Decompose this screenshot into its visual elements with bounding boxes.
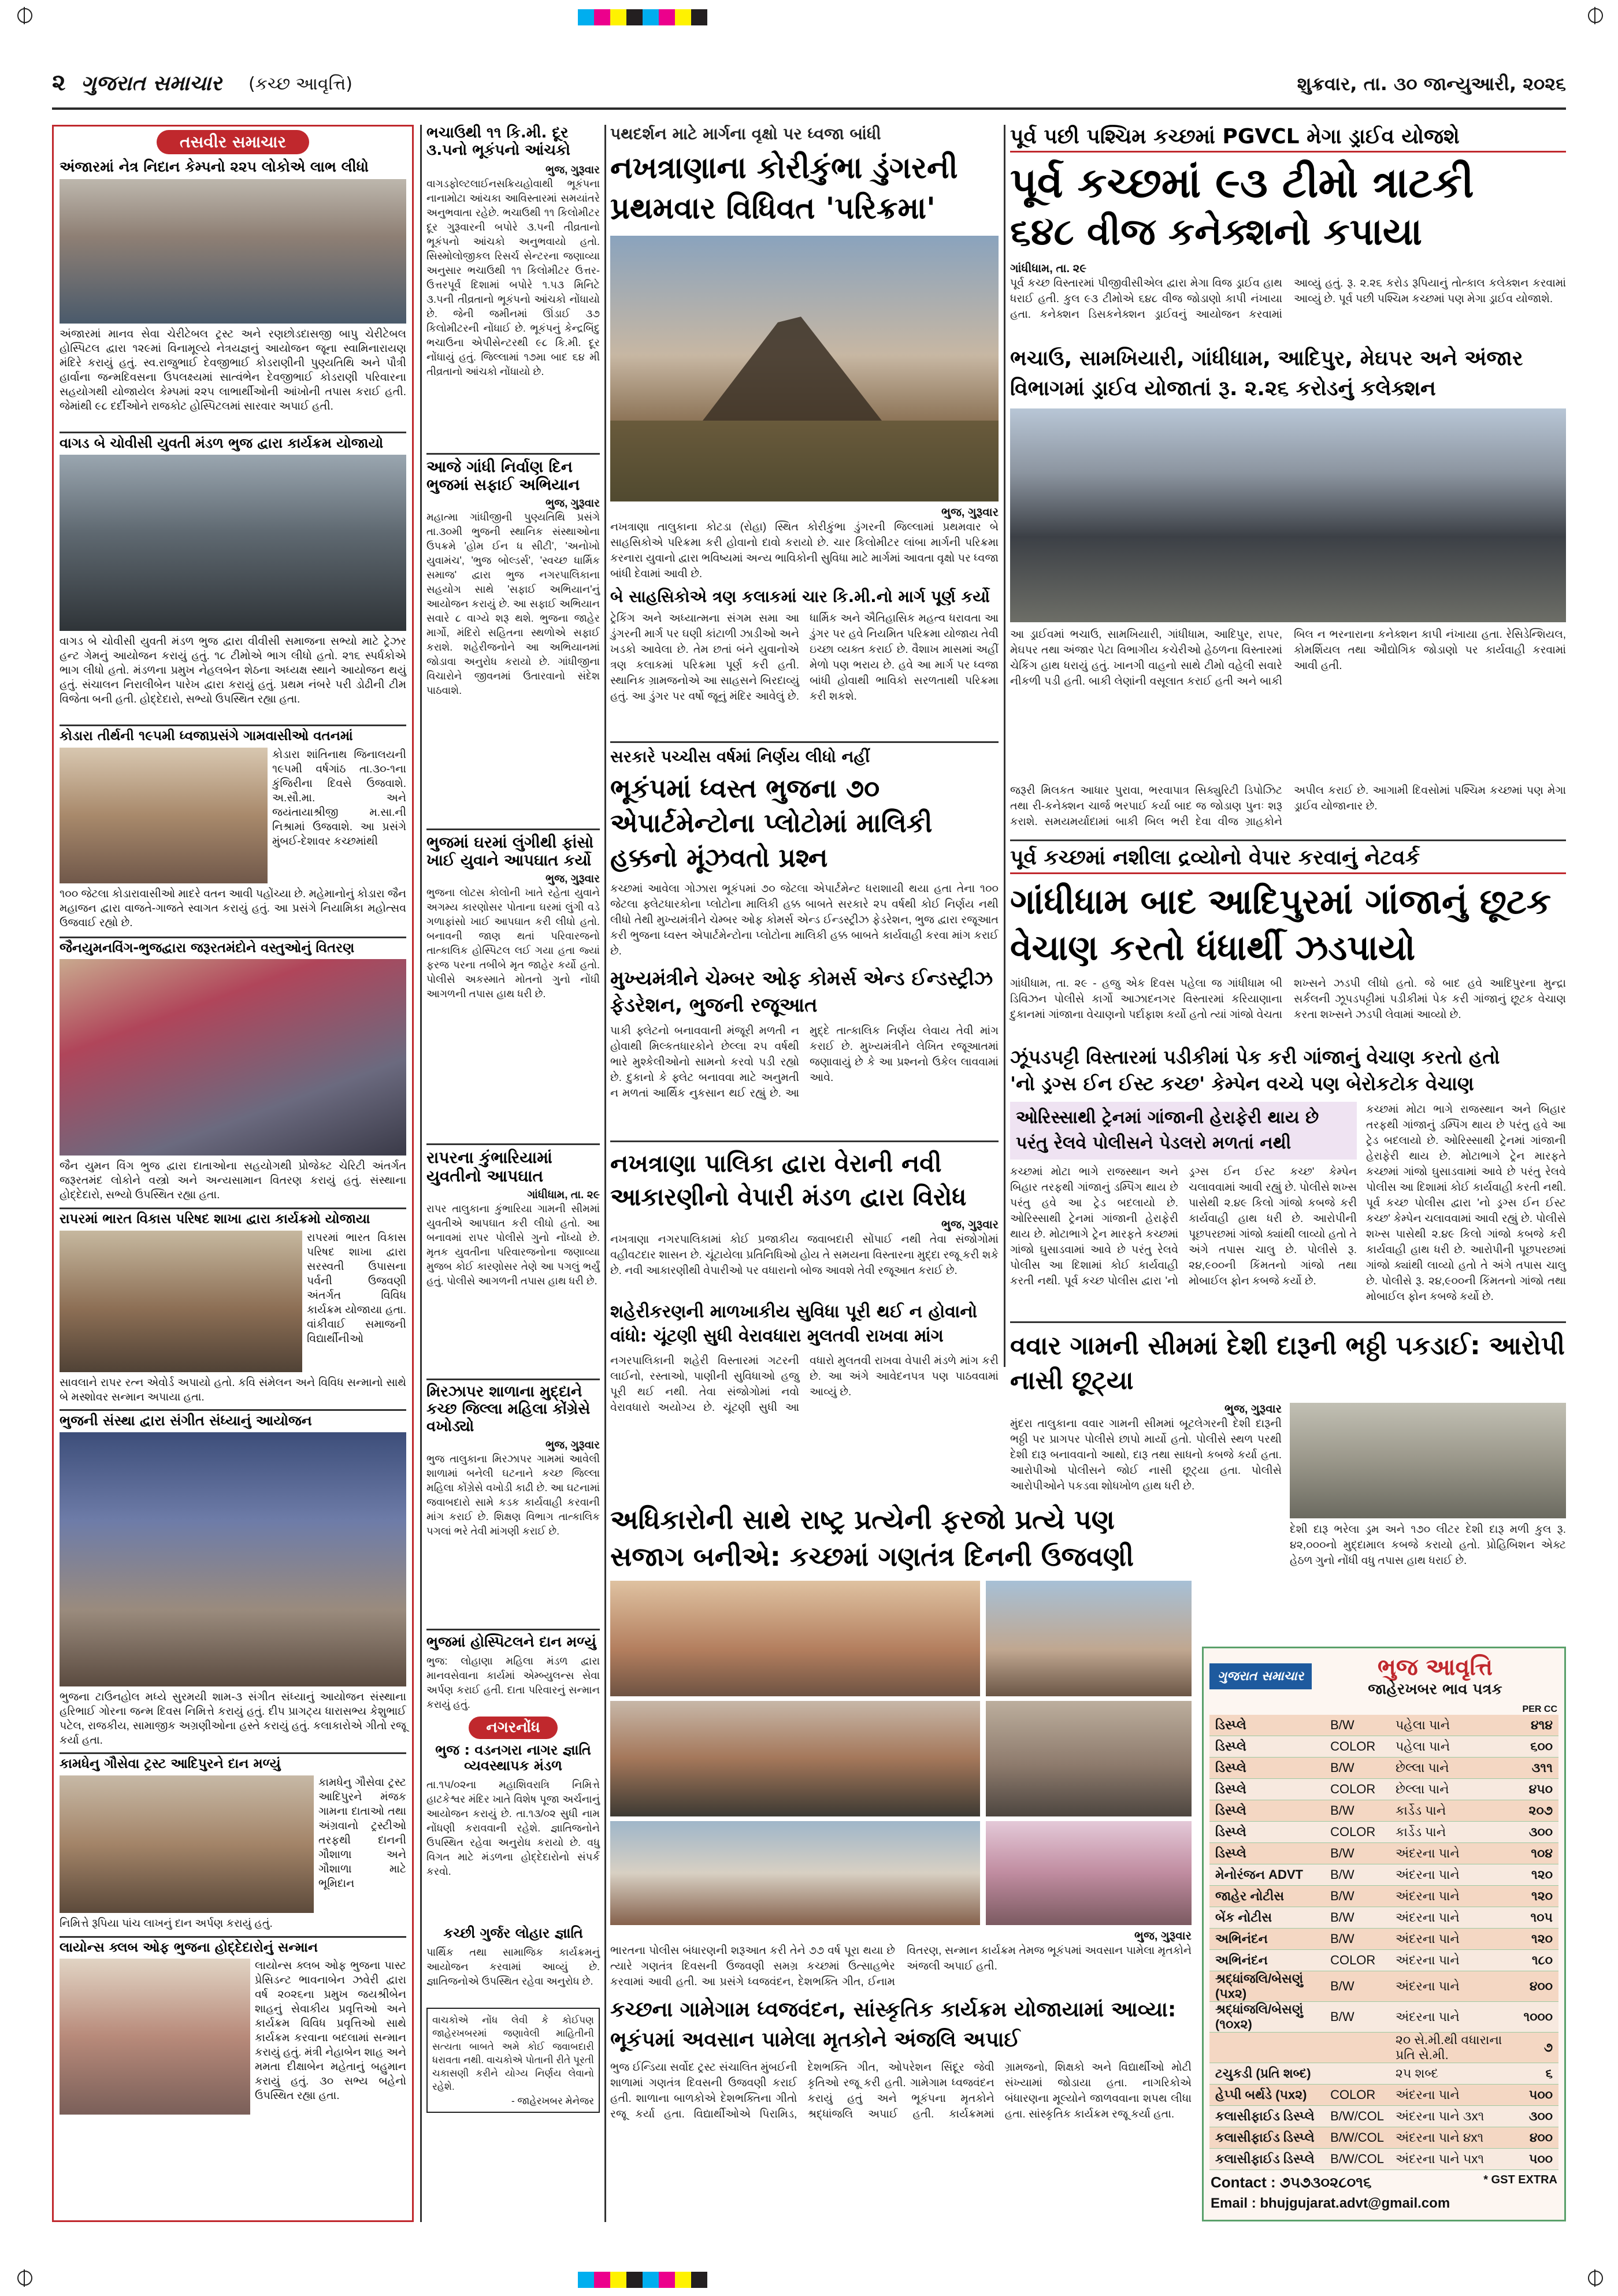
notice-text: તા.૧૫/૦૨ના મહાશિવરાત્રિ નિમિત્તે હાટકેશ્વર મંદિર ખાતે વિશેષ પૂજા અર્ચનાનું આયોજન કરાયું છે. તા.૧૩/૦૨ સુધી નામ નોંધણી કરાવવાની રહેશે. જ્ઞાતિજનોને ઉપસ્થિત રહેવા અનુરોધ કરાયો છે. વધુ વિગત માટે મંડળના હોદ્દેદારોનો સંપર્ક કરવો. bbox=[426, 1778, 600, 1877]
disclaimer-box bbox=[426, 2008, 600, 2113]
story-heading: કામધેનુ ગૌસેવા ટ્રસ્ટ આદિપુરને દાન મળ્યું bbox=[60, 1756, 281, 1772]
story-text: ટ્રેકિંગ અને અધ્યાત્મના સંગમ સમા આ ડુંગરની માર્ગ પર ઘણી કાંટાળી ઝાડીઓ અને ખડકો આવેલા છે. તેમ છતાં બંને યુવાનોએ ત્રણ કલાકમાં પરિક્રમા પૂર્ણ કરી હતી. સ્થાનિક ગ્રામજનોએ આ સાહસને બિરદાવ્યું હતું. આ ડુંગર પર વર્ષો જૂનું મંદિર આવેલું છે. ધાર્મિક અને ઐતિહાસિક મહત્વ ધરાવતા આ ડુંગર પર હવે નિયમિત પરિક્રમા યોજાય તેવી ઇચ્છા વ્યક્ત કરાઈ છે. વૈશાખ માસમાં અહીં મેળો પણ ભરાય છે. હવે આ માર્ગ પર ધ્વજા બાંધી હોવાથી ભાવિકો સરળતાથી પરિક્રમા કરી શકશે. bbox=[610, 612, 999, 703]
story-headline: વવાર ગામની સીમમાં દેશી દારૂની ભઠ્ઠી પકડાઈ: આરોપી નાસી છૂટ્યા bbox=[1010, 1331, 1565, 1395]
story-text: ભુજના લોટસ કોલોની ખાતે રહેતા યુવાને અગમ્ય કારણોસર પોતાના ઘરમાં લુંગી વડે ગળાફાંસો ખાઈ આપઘાત કરી લીધો હતો. બનાવની જાણ થતાં પરિવારજનો તાત્કાલિક હોસ્પિટલ લઈ ગયા હતા જ્યાં ફરજ પરના તબીબે મૃત જાહેર કર્યો હતો. પોલીસે અકસ્માતે મોતનો ગુનો નોંધી આગળની તપાસ હાથ ધરી છે. bbox=[426, 886, 600, 1000]
story-text: જરૂરી મિલકત આધાર પુરાવા, ભરવાપાત્ર સિક્યુરિટી ડિપોઝિટ તથા રી-કનેક્શન ચાર્જ ભરપાઈ કર્યા બાદ જ જોડાણ પુનઃ શરૂ કરાશે. સમયમર્યાદામાં બાકી બિલ ભરી દેવા વીજ ગ્રાહકોને અપીલ કરાઈ છે. આગામી દિવસોમાં પશ્ચિમ કચ્છમાં પણ મેગા ડ્રાઈવ યોજાનાર છે. bbox=[1010, 785, 1566, 829]
rate-page: અંદરના પાને bbox=[1390, 2002, 1518, 2033]
rate-page: પહેલા પાને bbox=[1390, 1736, 1518, 1758]
story-heading: કોડારા તીર્થની ૧૯૫મી ધ્વજાપ્રસંગે ગામવાસીઓ વતનમાં bbox=[60, 729, 353, 744]
rate-category: ડિસ્પ્લે bbox=[1209, 1758, 1324, 1779]
rate-row bbox=[1209, 2149, 1558, 2170]
contact-email[interactable]: bhujgujarat.advt@gmail.com bbox=[1260, 2195, 1450, 2211]
story-text: નખત્રાણા નગરપાલિકામાં કોઈ પ્રજાકીય જવાબદારી સોંપાઈ નથી તેવા સંજોગોમાં વહીવટદાર શાસન છે. ચૂંટાયેલા પ્રતિનિધિઓ હોય તે સમયના વિસ્તારના મુદ્દા રજૂ કરી શકે છે. નવી આકારણીથી વેપારીઓ પર વધારાનો બોજ આવશે તેવી રજૂઆત કરાઈ છે. bbox=[610, 1233, 999, 1277]
rate-page: પહેલા પાને bbox=[1390, 1715, 1518, 1736]
rate-row bbox=[1209, 1843, 1558, 1864]
story-text: મુંદરા તાલુકાના વવાર ગામની સીમમાં બૂટલેગરની દેશી દારૂની ભઠ્ઠી પર પ્રાગપર પોલીસે છાપો માર્યો હતો. પોલીસે સ્થળ પરથી દેશી દારૂ બનાવવાનો આથો, દારૂ તથા સાધનો કબજે કર્યા હતા. આરોપીઓ પોલીસને જોઈ નાસી છૂટ્યા હતા. પોલીસે આરોપીઓને પકડવા શોધખોળ હાથ ધરી છે. bbox=[1010, 1417, 1282, 1492]
story-kicker: પથદર્શન માટે માર્ગના વૃક્ષો પર ધ્વજા બાંધી bbox=[610, 124, 881, 143]
rate-color: COLOR bbox=[1324, 1950, 1390, 1971]
divider bbox=[426, 829, 600, 830]
story-subhead: કચ્છના ગામેગામ ધ્વજવંદન, સાંસ્કૃતિક કાર્યક્રમ યોજાયામાં આવ્યા: ભૂકંપમાં અવસાન પામેલા મૃતકોને અંજલિ અપાઈ bbox=[610, 1998, 1177, 2052]
story-text: વાગડ બે ચોવીસી યુવતી મંડળ ભુજ દ્વારા વીવીસી સમાજના સભ્યો માટે ટ્રેઝર હન્ટ ગેમનું આયોજન કરાયું હતું. ૧૮ ટીમોએ ભાગ લીધો હતો. ૨૧૬ સ્પર્ધકોએ ભાગ લીધો હતો. મંડળના પ્રમુખ નેહલબેન શેઠના અધ્યક્ષ સ્થાને આયોજન થયું હતું. સંચાલન નિરાલીબેન પારેખ દ્વારા કરાયું હતું. પ્રથમ નંબરે પરી ડોઢીની ટીમ વિજેતા બની હતી. હોદ્દેદારો, સભ્યો ઉપસ્થિત રહ્યા હતા. bbox=[60, 636, 406, 706]
story-photo bbox=[60, 748, 268, 883]
story-text: સાવલાને રાપર રત્ન એવોર્ડ અપાયો હતો. કવિ સંમેલન અને વિવિધ સન્માનો સાથે બે મસ્શોવર સન્માન અપાયા હતા. bbox=[60, 1376, 406, 1403]
dateline: ભુજ, ગુરૂવાર bbox=[941, 506, 999, 519]
rate-price: ૪૦૦ bbox=[1517, 2127, 1558, 2149]
rate-color: B/W bbox=[1324, 1715, 1390, 1736]
divider bbox=[1010, 1321, 1566, 1323]
gst-note: * GST EXTRA bbox=[1483, 2174, 1557, 2186]
rate-price: ૧૨૦ bbox=[1517, 1864, 1558, 1886]
rate-price: ૧૦૪ bbox=[1517, 1843, 1558, 1864]
story-heading: આજે ગાંધી નિર્વાણ દિન ભુજમાં સફાઈ અભિયાન bbox=[426, 458, 580, 494]
rate-page: અંદરના પાને bbox=[1390, 2085, 1518, 2106]
issue-date: શુક્રવાર, તા. ૩૦ જાન્યુઆરી, ૨૦૨૬ bbox=[1297, 73, 1566, 95]
rate-price: ૧૮૦ bbox=[1517, 1950, 1558, 1971]
registration-mark bbox=[1588, 8, 1603, 23]
story-headline: ગાંધીધામ બાદ આદિપુરમાં ગાંજાનું છૂટક વેચાણ કરતો ધંધાર્થી ઝડપાયો bbox=[1010, 881, 1552, 968]
photo-news-column bbox=[52, 125, 414, 2222]
divider bbox=[610, 1140, 999, 1142]
rate-page: ૨૫ શબ્દ bbox=[1390, 2063, 1518, 2085]
rate-color bbox=[1324, 2033, 1390, 2063]
rate-page: છેલ્લા પાને bbox=[1390, 1779, 1518, 1800]
story-text: નિમિત્તે રૂપિયા પાંચ લાખનું દાન અર્પણ કરાયું હતું. bbox=[60, 1917, 273, 1930]
rate-card-subtitle: જાહેરખબર ભાવ પત્રક bbox=[1368, 1681, 1502, 1698]
story-text-side: કચ્છમાં મોટા ભાગે રાજસ્થાન અને બિહાર તરફથી ગાંજાનું ડમ્પિંગ થાય છે પરંતુ હવે આ ટ્રેડ બદલાયો છે. ઓરિસ્સાથી ટ્રેનમાં ગાંજાની હેરાફેરી થાય છે. મોટાભાગે ટ્રેન મારફતે કચ્છમાં ગાંજો ઘુસાડવામાં આવે છે પરંતુ રેલવે પોલીસ આ દિશામાં કોઈ કાર્યવાહી કરતી નથી. પૂર્વ કચ્છ પોલીસ દ્વારા 'નો ડ્રગ્સ ઈન ઈસ્ટ કચ્છ' કેમ્પેન ચલાવવામાં આવી રહ્યું છે. પોલીસે શખ્સ પાસેથી ૨.૪૯ કિલો ગાંજો કબજે કરી કાર્યવાહી હાથ ધરી છે. આરોપીની પૂછપરછમાં ગાંજો ક્યાંથી લાવ્યો હતો તે અંગે તપાસ ચાલુ છે. પોલીસે રૂ. ૨૪,૯૦૦ની કિંમતનો ગાંજો તથા મોબાઈલ ફોન કબજે કર્યો છે. bbox=[1366, 1103, 1566, 1303]
rate-color: B/W bbox=[1324, 1800, 1390, 1822]
story-heading: ભુજની સંસ્થા દ્વારા સંગીત સંધ્યાનું આયોજન bbox=[60, 1412, 312, 1429]
rate-category: શ્રદ્ધાંજલિ/બેસણું (૧૦x૨) bbox=[1209, 2002, 1324, 2033]
story-text: ભુજ તાલુકાના મિરઝાપર ગામમાં આવેલી શાળામાં બનેલી ઘટનાને કચ્છ જિલ્લા મહિલા કોંગ્રેસે વખોડી કાઢી છે. આ ઘટનામાં જવાબદારો સામે કડક કાર્યવાહી કરવાની માંગ કરાઈ છે. શિક્ષણ વિભાગ તાત્કાલિક પગલાં ભરે તેવી માંગણી કરાઈ છે. bbox=[426, 1453, 600, 1537]
rate-page: છેલ્લા પાને bbox=[1390, 1758, 1518, 1779]
edition-label: (કચ્છ આવૃત્તિ) bbox=[248, 74, 352, 94]
hill-illustration bbox=[610, 236, 999, 501]
story-subhead: બે સાહસિકોએ ત્રણ કલાકમાં ચાર કિ.મી.નો માર્ગ પૂર્ણ કર્યો bbox=[610, 587, 990, 607]
color-bar bbox=[578, 9, 707, 25]
rate-card-edition: ભુજ આવૃત્તિ bbox=[1377, 1654, 1493, 1681]
rate-row bbox=[1209, 1736, 1558, 1758]
dateline: ગાંધીધામ, તા. ૨૯ bbox=[1010, 262, 1087, 276]
story-photo bbox=[610, 1821, 980, 1925]
rate-price: ૬૦૦ bbox=[1517, 1736, 1558, 1758]
ad-rate-card bbox=[1202, 1647, 1566, 2221]
disclaimer-text: વાચકોએ નોંધ લેવી કે કોઈપણ જાહેરખબરમાં જણાવેલી માહિતીની સત્યતા બાબતે અમે કોઈ જવાબદારી ધરાવતા નથી. વાચકોએ પોતાની રીતે પૂરતી ચકાસણી કરીને યોગ્ય નિર્ણય લેવાનો રહેશે. bbox=[432, 2014, 594, 2092]
story-heading: મિરઝાપર શાળાના મુદ્દાને કચ્છ જિલ્લા મહિલા કોંગ્રેસે વખોડ્યો bbox=[426, 1383, 591, 1436]
masthead bbox=[52, 69, 1566, 104]
rate-page: અંદરના પાને bbox=[1390, 1843, 1518, 1864]
rate-row bbox=[1209, 1822, 1558, 1843]
story-text: જૈન યુમન વિંગ ભુજ દ્વારા દાતાઓના સહયોગથી પ્રોજેક્ટ ચેરિટી અંતર્ગત જરૂરતમંદ લોકોને વસ્ત્રો અને અન્યસામાન વિતરણ કરાયું હતું. સંસ્થાના હોદ્દેદારો, સભ્યો ઉપસ્થિત રહ્યા હતા. bbox=[60, 1160, 406, 1202]
lead-headline: પૂર્વ કચ્છમાં ૯૩ ટીમો ત્રાટકી bbox=[1010, 158, 1474, 207]
divider bbox=[60, 725, 406, 726]
story-text: ૧૦૦ જેટલા કોડારાવાસીઓ માદરે વતન આવી પહોંચ્યા છે. મહેમાનોનું કોડારા જૈન મહાજન દ્વારા વાજતે-ગાજતે સ્વાગત કરાયું હતું. આ પ્રસંગે નિયામિકા મહોત્સવ ઉજવાઈ રહ્યો છે. bbox=[60, 887, 406, 929]
rate-price: ૩૦૦ bbox=[1517, 1822, 1558, 1843]
rate-price: ૩૧૧ bbox=[1517, 1758, 1558, 1779]
rate-category: ટચુકડી (પ્રતિ શબ્દ) bbox=[1209, 2063, 1324, 2085]
dateline: ભુજ, ગુરૂવાર bbox=[1224, 1402, 1282, 1416]
story-text: કચ્છમાં આવેલા ગોઝારા ભૂકંપમાં ૭૦ જેટલા એપાર્ટમેન્ટ ધરાશાયી થયા હતા તેના ૧૦૦ જેટલા ફ્લેટધારકોના પ્લોટોના માલિકી હક્ક બાબતે સરકારે ૨૫ વર્ષથી કોઈ નિર્ણય નથી લીધો તેથી મુખ્યમંત્રીને ચેમ્બર ઓફ કોમર્સ એન્ડ ઈન્ડસ્ટ્રીઝ ફેડરેશન, ભુજ દ્વારા રજૂઆત કરી ભુજના ધ્વસ્ત એપાર્ટમેન્ટોના પ્લોટોના માલિકી હક્ક બાબતે કાર્યવાહી કરવા માંગ કરાઈ છે. bbox=[610, 882, 999, 957]
column-rule bbox=[1004, 125, 1005, 1367]
rate-color: B/W bbox=[1324, 1864, 1390, 1886]
story-subhead: ઝૂંપડપટ્ટી વિસ્તારમાં પડીકીમાં પેક કરી ગાંજાનું વેચાણ કરતો હતો bbox=[1010, 1045, 1500, 1068]
rate-color: B/W bbox=[1324, 1929, 1390, 1950]
story-text: દેશી દારૂ ભરેલા ડ્રમ અને ૧૭૦ લીટર દેશી દારૂ મળી કુલ રૂ. ૪૨,૦૦૦નો મુદ્દામાલ કબજે કરાયો હતો. પ્રોહિબિશન એક્ટ હેઠળ ગુનો નોંધી વધુ તપાસ હાથ ધરાઈ છે. bbox=[1290, 1523, 1566, 1567]
contact-phone[interactable]: ૭૫૭૩૦૨૮૦૧૬ bbox=[1279, 2174, 1372, 2191]
rate-category: શ્રદ્ધાંજલિ/બેસણું (૫x૨) bbox=[1209, 1971, 1324, 2002]
story-photo bbox=[610, 1701, 980, 1816]
rate-page: અંદરના પાને ૩x૧ bbox=[1390, 2106, 1518, 2127]
story-text: ભુજ ઈન્ડિયા સર્વોદ ટ્રસ્ટ સંચાલિત મુંબઈની શાળામાં ગણતંત્ર દિવસની ઉજવણી કરાઈ હતી. શાળાના બાળકોએ દેશભક્તિના ગીતો રજૂ કર્યા હતા. વિદ્યાર્થીઓએ પિરામિડ, દેશભક્તિ ગીત, ઓપરેશન સિંદૂર જેવી કૃતિઓ રજૂ કરી હતી. ગામેગામ ધ્વજવંદન કરાયું હતું અને ભૂકંપના મૃતકોને શ્રદ્ધાંજલિ અપાઈ હતી. કાર્યક્રમમાં ગ્રામજનો, શિક્ષકો અને વિદ્યાર્થીઓ મોટી સંખ્યામાં જોડાયા હતા. નાગરિકોએ બંધારણના મૂલ્યોને જાળવવાના શપથ લીધા હતા. સાંસ્કૃતિક કાર્યક્રમ રજૂ કર્યા હતા. bbox=[610, 2061, 1192, 2120]
rate-row bbox=[1209, 2127, 1558, 2149]
rate-color: COLOR bbox=[1324, 1736, 1390, 1758]
dateline: ભુજ, ગુરૂવાર bbox=[545, 164, 600, 176]
story-text: કચ્છમાં મોટા ભાગે રાજસ્થાન અને બિહાર તરફથી ગાંજાનું ડમ્પિંગ થાય છે પરંતુ હવે આ ટ્રેડ બદલાયો છે. ઓરિસ્સાથી ટ્રેનમાં ગાંજાની હેરાફેરી થાય છે. મોટાભાગે ટ્રેન મારફતે કચ્છમાં ગાંજો ઘુસાડવામાં આવે છે પરંતુ રેલવે પોલીસ આ દિશામાં કોઈ કાર્યવાહી કરતી નથી. પૂર્વ કચ્છ પોલીસ દ્વારા 'નો ડ્રગ્સ ઈન ઈસ્ટ કચ્છ' કેમ્પેન ચલાવવામાં આવી રહ્યું છે. પોલીસે શખ્સ પાસેથી ૨.૪૯ કિલો ગાંજો કબજે કરી કાર્યવાહી હાથ ધરી છે. આરોપીની પૂછપરછમાં ગાંજો ક્યાંથી લાવ્યો હતો તે અંગે તપાસ ચાલુ છે. પોલીસે રૂ. ૨૪,૯૦૦ની કિંમતનો ગાંજો તથા મોબાઈલ ફોન કબજે કર્યો છે. bbox=[1010, 1165, 1357, 1287]
rate-page: ૨૦ સે.મી.થી વધારાના પ્રતિ સે.મી. bbox=[1390, 2033, 1518, 2063]
story-text: ભુજના ટાઉનહોલ મધ્યે સુરમયી શામ-૩ સંગીત સંધ્યાનું આયોજન સંસ્થાના હરિભાઈ ગોરના જન્મ દિવસ નિમિત્તે કરાયું હતું. દીપ પ્રાગટ્ય ધારાસભ્ય કેશુભાઈ પટેલ, રાજકીય, સામાજીક અગ્રણીઓના હસ્તે કરાયું હતું. કલાકારોએ ગીતો રજૂ કર્યા હતા. bbox=[60, 1691, 406, 1747]
story-heading: ભુજમાં હોસ્પિટલને દાન મળ્યું bbox=[426, 1633, 596, 1651]
rate-color: B/W bbox=[1324, 1886, 1390, 1907]
rate-category: અભિનંદન bbox=[1209, 1929, 1324, 1950]
rate-row bbox=[1209, 2033, 1558, 2063]
story-photo bbox=[1010, 408, 1566, 622]
story-photo bbox=[986, 1821, 1192, 1925]
divider bbox=[60, 1752, 406, 1754]
rate-row bbox=[1209, 1758, 1558, 1779]
story-heading: જૈનયુમનવિંગ-ભુજદ્વારા જરૂરતમંદોને વસ્તુઓનું વિતરણ bbox=[60, 940, 355, 956]
republic-day-block bbox=[610, 1501, 1192, 2222]
story-headline: નખત્રાણા પાલિકા દ્વારા વેરાની નવી આકારણીનો વેપારી મંડળ દ્વારા વિરોધ bbox=[610, 1149, 967, 1211]
rate-category: ડિસ્પ્લે bbox=[1209, 1800, 1324, 1822]
story-photo bbox=[610, 236, 999, 501]
rate-color: B/W/COL bbox=[1324, 2106, 1390, 2127]
nagar-nondh-title: નગરનોંધ bbox=[469, 1717, 557, 1739]
story-text: અંજારમાં માનવ સેવા ચેરીટેબલ ટ્રસ્ટ અને રણછોડદાસજી બાપુ ચેરીટેબલ હોસ્પિટલ દ્વારા ૧૨૯માં વિનામૂલ્યે નેત્રયજ્ઞનું આયોજન જૂના સ્વામિનારાયણ મંદિરે કરાયું હતું. સ્વ.રાજુભાઈ દેવજીભાઈ કોડરાણીની પુણ્યતિથિ અને પૌત્રી હાર્વાના જન્મદિવસના ઉપલક્ષ્યમાં સાત્વંભેન દેવજીભાઈ કોડરાણી પરિવારના સહયોગથી યોજાયેલ કેમ્પમાં ૨૨૫ લાભાર્થીઓની આંખોની તપાસ કરાઈ હતી. જેમાંથી ૯૮ દર્દીઓને રાજકોટ હોસ્પિટલમાં સારવાર અપાઈ હતી. bbox=[60, 328, 406, 413]
rate-card-unit: PER CC bbox=[1522, 1704, 1557, 1714]
story-text: રાપરમાં ભારત વિકાસ પરિષદ શાખા દ્વારા સરસ્વતી ઉપાસના પર્વની ઉજવણી અંતર્ગત વિવિધ કાર્યક્રમ યોજાયા હતા. વાંકીવાઈ સમાજની વિદ્યાર્થીનીઓ bbox=[307, 1231, 406, 1345]
rate-price: ૭ bbox=[1517, 2033, 1558, 2063]
rate-price: ૫૦૦ bbox=[1517, 2149, 1558, 2170]
story-heading: વાગડ બે ચોવીસી યુવતી મંડળ ભુજ દ્વારા કાર્યક્રમ યોજાયો bbox=[60, 434, 384, 451]
rate-category: જાહેર નોટીસ bbox=[1209, 1886, 1324, 1907]
rate-category: કલાસીફાઈડ ડિસ્પ્લે bbox=[1209, 2127, 1324, 2149]
rate-page: અંદરના પાને bbox=[1390, 1950, 1518, 1971]
divider bbox=[426, 1629, 600, 1630]
rate-page: કાર્ડેડ પાને bbox=[1390, 1800, 1518, 1822]
rate-category: બેંક નોટીસ bbox=[1209, 1907, 1324, 1929]
rate-price: ૪૧૪ bbox=[1517, 1715, 1558, 1736]
story-photo bbox=[60, 179, 406, 324]
story-subhead: 'નો ડ્રગ્સ ઈન ઈસ્ટ કચ્છ' કેમ્પેન વચ્ચે પણ બેરોકટોક વેચાણ bbox=[1010, 1072, 1474, 1095]
story-heading: ભચાઉથી ૧૧ કિ.મી. દૂર ૩.૫નો ભૂકંપનો આંચકો bbox=[426, 124, 570, 159]
rate-row bbox=[1209, 2002, 1558, 2033]
rate-color: B/W/COL bbox=[1324, 2127, 1390, 2149]
story-text: ગાંધીધામ, તા. ૨૯ - હજુ એક દિવસ પહેલા જ ગાંધીધામ બી ડિવિઝન પોલીસે કાર્ગો આઝાદનગર વિસ્તારમાં કરિયાણાના દુકાનમાં ગાંજાના વેચાણનો પર્દાફાશ કર્યો હતો ત્યાં ગાંજો વેચતા શખ્સને ઝડપી લીધો હતો. જે બાદ હવે આદિપુરના મુન્દ્રા સર્કલની ઝૂપડપટ્ટીમાં પડીકીમાં પેક કરી ગાંજાનું છૂટક વેચાણ કરતા શખ્સને ઝડપી લેવામાં આવ્યો છે. bbox=[1010, 977, 1566, 1021]
rate-row bbox=[1209, 2085, 1558, 2106]
story-kicker: પૂર્વ પછી પશ્ચિમ કચ્છમાં PGVCL મેગા ડ્રાઈવ યોજશે bbox=[1010, 125, 1566, 153]
story-text: પૂર્વ કચ્છ વિસ્તારમાં પીજીવીસીએલ દ્વારા મેગા વિજ ડ્રાઈવ હાથ ધરાઈ હતી. કુલ ૯૩ ટીમોએ ૬૪૮ વીજ જોડાણો કાપી નંખાયા હતા. કનેક્શન ડિસકનેક્શન ડ્રાઈવનું આયોજન કરવામાં આવ્યું હતું. રૂ. ૨.૨૬ કરોડ રૂપિયાનું તોત્કાલ કલેક્શન કરવામાં આવ્યું છે. પૂર્વ પછી પશ્ચિમ કચ્છમાં પણ મેગા ડ્રાઈવ યોજાશે. bbox=[1010, 277, 1566, 321]
lead-headline: નખત્રાણાના કોરીકુંભા ડુંગરની પ્રથમવાર વિધિવત 'પરિક્રમા' bbox=[610, 151, 958, 226]
story-photo bbox=[610, 1581, 980, 1696]
rate-category bbox=[1209, 2033, 1324, 2063]
rate-color: COLOR bbox=[1324, 2085, 1390, 2106]
story-text: લાયોન્સ ક્લબ ઓફ ભુજના પાસ્ટ પ્રેસિડન્ટ ભાવનાબેન ઝવેરી દ્વારા વર્ષ ૨૦૨૬ના પ્રમુખ જયશ્રીબેન શાહનું સેવાકીય પ્રવૃત્તિઓ અને કાર્યક્રમ વિવિધ પ્રવૃત્તિઓ સાથે કાર્યક્રમ કરવાના બદલામાં સન્માન કરાયું હતું. મંત્રી નેહાબેન શાહ અને મમતા દીક્ષાબેન મહેતાનું બહુમાન કરાયું હતું. ૩૦ સભ્ય બહેનો ઉપસ્થિત રહ્યા હતા. bbox=[255, 1960, 406, 2102]
rate-price: ૨૦૭ bbox=[1517, 1800, 1558, 1822]
ground-shape bbox=[610, 421, 999, 501]
rate-page: કાર્ડેડ પાને bbox=[1390, 1822, 1518, 1843]
dateline: ભુજ, ગુરૂવાર bbox=[545, 1439, 600, 1452]
notice-heading: ભુજ : વડનગરા નાગર જ્ઞાતિ વ્યવસ્થાપક મંડળ bbox=[435, 1741, 591, 1774]
divider bbox=[426, 1379, 600, 1380]
rate-color: B/W bbox=[1324, 1971, 1390, 2002]
rate-card-brand: ગુજરાત સમાચાર bbox=[1209, 1663, 1312, 1689]
rate-table bbox=[1209, 1715, 1558, 2170]
column-rule bbox=[420, 125, 422, 2222]
rate-category: ડિસ્પ્લે bbox=[1209, 1779, 1324, 1800]
rate-color: B/W bbox=[1324, 2002, 1390, 2033]
lead-headline: ૬૪૮ વીજ કનેક્શનો કપાયા bbox=[1010, 211, 1422, 254]
rate-category: ડિસ્પ્લે bbox=[1209, 1715, 1324, 1736]
story-text: ભુજ: લોહાણા મહિલા મંડળ દ્વારા માનવસેવાના કાર્યમાં એમ્બ્યુલન્સ સેવા અર્પણ કરાઈ હતી. દાતા પરિવારનું સન્માન કરાયું હતું. bbox=[426, 1655, 600, 1710]
story-subhead: ભચાઉ, સામખિયારી, ગાંધીધામ, આદિપુર, મેઘપર અને અંજાર વિભાગમાં ડ્રાઈવ યોજાતાં રૂ. ૨.૨૬ કરોડનું કલેક્શન bbox=[1010, 347, 1523, 401]
rate-price: ૩૦૦ bbox=[1517, 2106, 1558, 2127]
story-kicker: સરકારે પચ્ચીસ વર્ષમાં નિર્ણય લીધો નહીં bbox=[610, 747, 870, 767]
rate-price: ૪૫૦ bbox=[1517, 1779, 1558, 1800]
rate-color: COLOR bbox=[1324, 1822, 1390, 1843]
section-title: તસવીર સમાચાર bbox=[54, 130, 412, 154]
rate-category: ડિસ્પ્લે bbox=[1209, 1822, 1324, 1843]
rate-row bbox=[1209, 2063, 1558, 2085]
story-photo bbox=[60, 959, 406, 1156]
rate-page: અંદરના પાને bbox=[1390, 1907, 1518, 1929]
paper-name: ગુજરાત સમાચાર bbox=[81, 72, 222, 95]
rate-row bbox=[1209, 1950, 1558, 1971]
rate-row bbox=[1209, 2106, 1558, 2127]
rate-page: અંદરના પાને bbox=[1390, 1971, 1518, 2002]
story-text: નગરપાલિકાની શહેરી વિસ્તારમાં ગટરની લાઈનો, રસ્તાઓ, પાણીની સુવિધાઓ હજુ પૂરી થઈ નથી. તેવા સંજોગોમાં નવો વેરાવધારો અયોગ્ય છે. ચૂંટણી સુધી આ વધારો મુલતવી રાખવા વેપારી મંડળે માંગ કરી છે. આ અંગે આવેદનપત્ર પણ પાઠવવામાં આવ્યું છે. bbox=[610, 1354, 999, 1414]
rate-price: ૧૦૦૦ bbox=[1517, 2002, 1558, 2033]
story-text: મહાત્મા ગાંધીજીની પુણ્યતિથિ પ્રસંગે તા.૩૦મી ભુજની સ્થાનિક સંસ્થાઓના ઉપક્રમે 'હોમ ઈન ધ સીટી', 'અનોખો યુવામંચ', 'ભુજ બોલ્ડર્સ', 'સ્વચ્છ ધાર્મિક સમાજ' દ્વારા ભુજ નગરપાલિકાના સહયોગ સાથે 'સફાઈ અભિયાન'નું આયોજન કરાયું છે. આ સફાઈ અભિયાન સવારે ૮ વાગ્યે શરૂ થશે. ભુજના જાહેર માર્ગો, મંદિરો સહિતના સ્થળોએ સફાઈ કરાશે. શહેરીજનોને આ અભિયાનમાં જોડાવા અનુરોધ કરાયો છે. ગાંધીજીના વિચારોને જીવનમાં ઉતારવાનો સંદેશ પાઠવાશે. bbox=[426, 511, 600, 696]
story-subhead: શહેરીકરણની માળખાકીય સુવિધા પૂરી થઈ ન હોવાનો વાંધો: ચૂંટણી સુધી વેરાવધારા મુલતવી રાખવા માંગ bbox=[610, 1301, 978, 1346]
divider bbox=[1010, 839, 1566, 841]
divider bbox=[60, 1409, 406, 1411]
story-photo bbox=[1290, 1403, 1566, 1518]
disclaimer-sign: - જાહેરખબર મેનેજર bbox=[511, 2095, 594, 2106]
rate-page: અંદરના પાને bbox=[1390, 1864, 1518, 1886]
rate-category: ડિસ્પ્લે bbox=[1209, 1843, 1324, 1864]
story-photo bbox=[986, 1581, 1192, 1696]
rate-row bbox=[1209, 1715, 1558, 1736]
rate-price: ૬ bbox=[1517, 2063, 1558, 2085]
story-text: કોડારા શાંતિનાથ જિનાલયની ૧૯૫મી વર્ષગાંઠ તા.૩૦-૧ના કુંજિરીના દિવસે ઉજવાશે. અ.સૌ.મા. અને જયંતાયાશ્રીજી મ.સા.ની નિશ્રામાં ઉજવાશે. આ પ્રસંગે મુંબઈ-દેશાવર કચ્છમાંથી bbox=[272, 748, 406, 848]
dateline: ભુજ, ગુરૂવાર bbox=[1134, 1930, 1192, 1942]
rate-row bbox=[1209, 1864, 1558, 1886]
story-heading: રાપરના કુંભારિયામાં યુવતીનો આપઘાત bbox=[426, 1147, 552, 1186]
story-text: ભારતના પોલીસ બંધારણની શરૂઆત કરી તેને ૭૭ વર્ષ પૂરા થયા છે ત્યારે ગણતંત્ર દિવસની ઉજવણી સમગ્ર કચ્છમાં ઉત્સાહભેર કરવામાં આવી હતી. આ પ્રસંગે ધ્વજવંદન, દેશભક્તિ ગીત, ઈનામ વિતરણ, સન્માન કાર્યક્રમ તેમજ ભૂકંપમાં અવસાન પામેલા મૃતકોને અંજલી અપાઈ હતી. bbox=[610, 1945, 1192, 1988]
registration-mark bbox=[1588, 2271, 1603, 2286]
rate-price: ૫૦૦ bbox=[1517, 2085, 1558, 2106]
story-photo bbox=[60, 1959, 250, 2115]
rate-color bbox=[1324, 2063, 1390, 2085]
story-text: કામધેનુ ગૌસેવા ટ્રસ્ટ આદિપુરને મંજક ગામના દાતાઓ તથા અંગ્રવાનો ટ્રસ્ટીઓ તરફથી દાનની ગૌશાળા અને ગૌશાળા માટે ભૂમિદાન bbox=[318, 1776, 406, 1890]
rate-color: B/W/COL bbox=[1324, 2149, 1390, 2170]
divider bbox=[60, 1208, 406, 1209]
divider bbox=[60, 432, 406, 433]
divider bbox=[60, 1936, 406, 1938]
story-heading: અંજારમાં નેત્ર નિદાન કેમ્પનો ૨૨૫ લોકોએ લાભ લીધો bbox=[60, 158, 369, 175]
rate-row bbox=[1209, 1907, 1558, 1929]
rate-row bbox=[1209, 1800, 1558, 1822]
page-number: ૨ bbox=[52, 69, 66, 96]
rate-price: ૧૨૦ bbox=[1517, 1929, 1558, 1950]
pull-quote: ઓરિસ્સાથી ટ્રેનમાં ગાંજાની હેરાફેરી થાય છે પરંતુ રેલવે પોલીસને પેડલરો મળતાં નથી bbox=[1010, 1102, 1357, 1160]
story-text: રાપર તાલુકાના કુંભારિયા ગામની સીમમાં યુવતીએ આપઘાત કરી લીધો હતો. આ બનાવમાં રાપર પોલીસે ગુનો નોંધ્યો છે. મૃતક યુવતીના પરિવારજનોના જણાવ્યા મુજબ કોઈ કારણોસર તેણે આ પગલું ભર્યું હતું. પોલીસે આગળની તપાસ હાથ ધરી છે. bbox=[426, 1203, 600, 1287]
rate-color: B/W bbox=[1324, 1758, 1390, 1779]
rate-category: મેનોરંજન ADVT bbox=[1209, 1864, 1324, 1886]
dateline: ભુજ, ગુરૂવાર bbox=[545, 497, 600, 510]
story-heading: લાયોન્સ ક્લબ ઓફ ભુજના હોદ્દેદારોનું સન્માન bbox=[60, 1940, 318, 1955]
divider bbox=[426, 1143, 600, 1145]
rate-category: કલાસીફાઈડ ડિસ્પ્લે bbox=[1209, 2106, 1324, 2127]
rate-row bbox=[1209, 1929, 1558, 1950]
divider bbox=[60, 937, 406, 938]
story-photo bbox=[60, 1775, 314, 1913]
column-rule bbox=[604, 125, 606, 2222]
rate-row bbox=[1209, 1886, 1558, 1907]
rate-page: અંદરના પાને bbox=[1390, 1929, 1518, 1950]
rate-category: ડિસ્પ્લે bbox=[1209, 1736, 1324, 1758]
story-photo bbox=[60, 1231, 302, 1372]
rate-page: અંદરના પાને ૫x૧ bbox=[1390, 2149, 1518, 2170]
rate-row bbox=[1209, 1971, 1558, 2002]
story-subhead: મુખ્યમંત્રીને ચેમ્બર ઓફ કોમર્સ એન્ડ ઈન્ડસ્ટ્રીઝ ફેડરેશન, ભુજની રજૂઆત bbox=[610, 967, 993, 1017]
rate-page: અંદરના પાને bbox=[1390, 1886, 1518, 1907]
story-headline: ભૂકંપમાં ધ્વસ્ત ભુજના ૭૦ એપાર્ટમેન્ટોના પ્લોટોમાં માલિકી હક્કનો મૂંઝવતો પ્રશ્ન bbox=[610, 772, 933, 873]
story-text: પાકી ફ્લેટનો બનાવવાની મંજૂરી મળતી ન હોવાથી મિલ્કતધારકોને છેલ્લા ૨૫ વર્ષથી ભારે મુશ્કેલીઓનો સામનો કરવો પડી રહ્યો છે. દુકાનો કે ફ્લેટ બનાવવા માટે અનુમતી ન મળતાં આર્થિક નુકસાન થઈ રહ્યું છે. આ મુદ્દે તાત્કાલિક નિર્ણય લેવાય તેવી માંગ કરાઈ છે. મુખ્યમંત્રીને લેખિત રજૂઆતમાં જણાવાયું છે કે આ પ્રશ્નનો ઉકેલ લાવવામાં આવે. bbox=[610, 1024, 999, 1099]
divider bbox=[610, 741, 999, 743]
divider bbox=[426, 453, 600, 455]
story-headline: અધિકારોની સાથે રાષ્ટ્ર પ્રત્યેની ફરજો પ્રત્યે પણ સજાગ બનીએ: કચ્છમાં ગણતંત્ર દિનની ઉજવણી bbox=[610, 1504, 1134, 1572]
dateline: ગાંધીધામ, તા. ૨૯ bbox=[527, 1189, 600, 1202]
story-heading: રાપરમાં ભારત વિકાસ પરિષદ શાખા દ્વારા કાર્યક્રમો યોજાયા bbox=[60, 1212, 370, 1227]
story-heading: ભુજમાં ઘરમાં લુંગીથી ફાંસો ખાઈ યુવાને આપઘાત કર્યો bbox=[426, 833, 594, 870]
rate-price: ૪૦૦ bbox=[1517, 1971, 1558, 2002]
rate-page: અંદરના પાને ૪x૧ bbox=[1390, 2127, 1518, 2149]
registration-mark bbox=[17, 8, 32, 23]
dateline: ભુજ, ગુરૂવાર bbox=[545, 872, 600, 885]
rate-category: હેપ્પી બર્થડે (૫x૨) bbox=[1209, 2085, 1324, 2106]
notice-text: પાર્થિક તથા સામાજિક કાર્યક્રમનું આયોજન કરવામાં આવ્યું છે. જ્ઞાતિજનોએ ઉપસ્થિત રહેવા અનુરોધ છે. bbox=[426, 1946, 600, 1987]
registration-mark bbox=[17, 2271, 32, 2286]
story-photo bbox=[60, 1432, 406, 1686]
story-photo bbox=[60, 455, 406, 631]
news-column-2 bbox=[426, 125, 600, 2222]
hill-shape bbox=[703, 317, 882, 421]
email-label: Email : bbox=[1211, 2195, 1256, 2211]
story-kicker: પૂર્વ કચ્છમાં નશીલા દ્રવ્યોનો વેપાર કરવાનું નેટવર્ક bbox=[1010, 846, 1566, 874]
color-bar bbox=[578, 2272, 707, 2288]
masthead-rule bbox=[52, 107, 1566, 110]
rate-price: ૧૨૦ bbox=[1517, 1886, 1558, 1907]
news-column-4 bbox=[1010, 125, 1566, 1567]
notice-heading: કચ્છી ગુર્જર લોહાર જ્ઞાતિ bbox=[443, 1925, 583, 1941]
rate-color: B/W bbox=[1324, 1907, 1390, 1929]
rate-color: COLOR bbox=[1324, 1779, 1390, 1800]
story-text: નખત્રાણા તાલુકાના કોટડા (રોહા) સ્થિત કોરીકુંભા ડુંગરની જિલ્લામાં પ્રથમવાર બે સાહસિકોએ પરિક્રમા કરી હોવાનો દાવો કરાયો છે. ચાર કિલોમીટર લાંબા માર્ગની પરિક્રમા કરનારા યુવાનો દ્વારા ભવિષ્યમાં અન્ય ભાવિકોની સુવિધા માટે માર્ગમાં આવતા વૃક્ષો પર ધ્વજા બાંધી દેવામાં આવી છે. bbox=[610, 521, 999, 581]
story-text: વાગડફોલ્ટલાઈનસક્રિયહોવાથી ભૂકંપના નાનામોટા આંચકા આવિસ્તારમાં સમયાંતરે અનુભવાતા રહેછે. ભચાઉથી ૧૧ કિલોમીટર દૂર ગુરૂવારની બપોરે ૩.૫ની તીવ્રતાનો ભૂકંપનો આંચકો અનુભવાયો હતો. સિસ્મોલોજીકલ રિસર્ચ સેન્ટરના જણાવ્યા અનુસાર ભચાઉથી ૧૧ કિલોમીટર ઉત્તર-ઉત્તરપૂર્વ દિશામાં બપોરે ૧.૫૩ મિનિટે ૩.૫ની તીવ્રતાનો ભૂકંપનો આંચકો નોંધાયો છે. જેની જમીનમાં ઊંડાઈ ૩૭ કિલોમીટરની નોંધાઈ છે. ભૂકંપનું કેન્દ્રબિંદુ ભચાઉના એપીસેન્ટરથી ૯૮ કિ.મી. દૂર નોંધાયું હતું. જિલ્લામાં ૧૭મા બાદ ૬૪ મી તીવ્રતાનો આંચકો નોંધાયો છે. bbox=[426, 177, 600, 377]
rate-category: કલાસીફાઈડ ડિસ્પ્લે bbox=[1209, 2149, 1324, 2170]
story-photo bbox=[986, 1701, 1192, 1816]
dateline: ભુજ, ગુરૂવાર bbox=[941, 1218, 999, 1231]
rate-category: અભિનંદન bbox=[1209, 1950, 1324, 1971]
rate-row bbox=[1209, 1779, 1558, 1800]
contact-label: Contact : bbox=[1211, 2174, 1276, 2191]
rate-price: ૧૦૫ bbox=[1517, 1907, 1558, 1929]
story-text: આ ડ્રાઈવમાં ભચાઉ, સામખિયારી, ગાંધીધામ, આદિપુર, રાપર, મેઘપર તથા અંજાર પેટા વિભાગીય કચેરીઓ હેઠળના વિસ્તારમાં ચેકિંગ હાથ ધરાયું હતું. ખાનગી વાહનો સાથે ટીમો વહેલી સવારે નીકળી પડી હતી. બાકી લેણાંની વસૂલાત કરાઈ હતી અને બાકી બિલ ન ભરનારાના કનેક્શન કાપી નંખાયા હતા. રેસિડેન્શિયલ, કોમર્શિયલ તથા ઔદ્યોગિક જોડાણો પર કાર્યવાહી કરવામાં આવી હતી. bbox=[1010, 629, 1566, 688]
rate-color: B/W bbox=[1324, 1843, 1390, 1864]
